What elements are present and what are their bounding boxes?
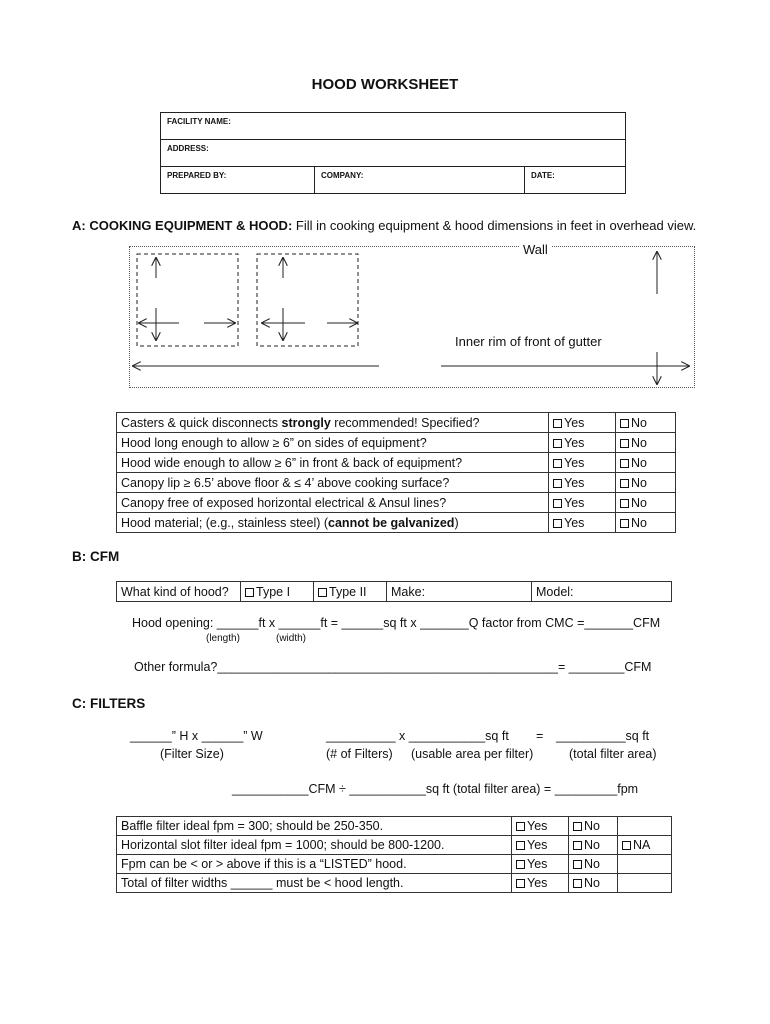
yes-label: Yes bbox=[564, 435, 585, 450]
no-label: No bbox=[631, 455, 647, 470]
yes-checkbox[interactable] bbox=[553, 499, 562, 508]
no-checkbox[interactable] bbox=[573, 879, 582, 888]
filter-row bbox=[117, 817, 672, 836]
yes-checkbox[interactable] bbox=[553, 439, 562, 448]
empty-cell bbox=[618, 855, 672, 874]
total-area-line: __________sq ft bbox=[556, 729, 650, 743]
empty-cell bbox=[618, 874, 672, 893]
filter-questions-table bbox=[116, 816, 672, 893]
no-label: No bbox=[584, 819, 600, 833]
yes-checkbox[interactable] bbox=[516, 879, 525, 888]
facility-info-table bbox=[160, 112, 626, 194]
yes-label: Yes bbox=[564, 475, 585, 490]
type-1-checkbox[interactable] bbox=[245, 588, 254, 597]
yes-checkbox[interactable] bbox=[553, 459, 562, 468]
question-text-part: Hood material; (e.g., stainless steel) ( bbox=[121, 515, 329, 530]
filter-row bbox=[117, 874, 672, 893]
make-label: Make: bbox=[391, 584, 426, 599]
yes-option[interactable] bbox=[512, 874, 569, 893]
no-option[interactable] bbox=[616, 413, 676, 433]
facility-name-label: FACILITY NAME: bbox=[167, 117, 231, 126]
no-checkbox[interactable] bbox=[620, 459, 629, 468]
page-title: HOOD WORKSHEET bbox=[311, 76, 459, 93]
fpm-formula: ___________CFM ÷ ___________sq ft (total filter area) = _________fpm bbox=[232, 782, 639, 796]
filter-question-text: Fpm can be < or > above if this is a “LISTED” hood. bbox=[117, 855, 512, 874]
no-option[interactable] bbox=[616, 453, 676, 473]
yes-option[interactable] bbox=[549, 493, 616, 513]
no-label: No bbox=[584, 857, 600, 871]
length-caption: (length) bbox=[206, 633, 240, 644]
filter-row bbox=[117, 836, 672, 855]
filter-question-text: Baffle filter ideal fpm = 300; should be 250-350. bbox=[117, 817, 512, 836]
type-2-checkbox[interactable] bbox=[318, 588, 327, 597]
type-1-label: Type I bbox=[256, 584, 291, 599]
no-option[interactable] bbox=[569, 817, 618, 836]
no-label: No bbox=[631, 475, 647, 490]
yes-label: Yes bbox=[527, 876, 548, 890]
yes-option[interactable] bbox=[512, 836, 569, 855]
question-text-part: ) bbox=[454, 515, 459, 530]
question-text-emphasis: cannot be galvanized bbox=[328, 515, 455, 530]
hood-opening-formula: Hood opening: ______ft x ______ft = ______sq ft x _______Q factor from CMC =_______CFM bbox=[132, 616, 661, 630]
question-text-part: recommended! Specified? bbox=[330, 415, 480, 430]
model-label: Model: bbox=[536, 584, 574, 599]
date-label: DATE: bbox=[531, 171, 555, 180]
yes-checkbox[interactable] bbox=[553, 419, 562, 428]
other-formula-line: Other formula?_________________________________________________= ________CFM bbox=[134, 660, 652, 674]
na-checkbox[interactable] bbox=[622, 841, 631, 850]
filter-count-caption: (# of Filters) bbox=[326, 747, 393, 761]
no-label: No bbox=[631, 415, 647, 430]
yes-checkbox[interactable] bbox=[553, 479, 562, 488]
section-a-instruction: Fill in cooking equipment & hood dimensions in feet in overhead view. bbox=[292, 218, 697, 233]
no-option[interactable] bbox=[616, 493, 676, 513]
no-option[interactable] bbox=[616, 513, 676, 533]
no-checkbox[interactable] bbox=[573, 860, 582, 869]
equipment-box-2 bbox=[257, 254, 358, 346]
yes-label: Yes bbox=[527, 838, 548, 852]
section-a-title: A: COOKING EQUIPMENT & HOOD: bbox=[72, 218, 293, 233]
type-1-option[interactable] bbox=[241, 582, 314, 602]
no-label: No bbox=[584, 876, 600, 890]
question-text bbox=[117, 453, 549, 473]
yes-option[interactable] bbox=[512, 855, 569, 874]
question-text-part: Canopy lip ≥ 6.5’ above floor & ≤ 4’ above cooking surface? bbox=[121, 475, 450, 490]
section-a-heading bbox=[72, 218, 696, 233]
filter-size-line: ______” H x ______” W bbox=[130, 729, 263, 743]
question-text-part: Casters & quick disconnects bbox=[121, 415, 282, 430]
question-text bbox=[117, 493, 549, 513]
total-area-caption: (total filter area) bbox=[569, 747, 657, 761]
no-checkbox[interactable] bbox=[620, 479, 629, 488]
address-field[interactable] bbox=[161, 140, 626, 167]
yes-option[interactable] bbox=[549, 473, 616, 493]
prepared-by-label: PREPARED BY: bbox=[167, 171, 227, 180]
no-checkbox[interactable] bbox=[620, 519, 629, 528]
hood-kind-label: What kind of hood? bbox=[117, 582, 241, 602]
section-b-heading: B: CFM bbox=[72, 549, 120, 564]
equals-sign: = bbox=[536, 729, 544, 743]
usable-area-caption: (usable area per filter) bbox=[411, 747, 534, 761]
yes-option[interactable] bbox=[549, 453, 616, 473]
hood-type-table bbox=[116, 581, 672, 602]
question-row bbox=[117, 493, 676, 513]
question-row bbox=[117, 433, 676, 453]
filter-count-line: __________ x ___________sq ft bbox=[326, 729, 509, 743]
prepared-by-field[interactable] bbox=[161, 167, 315, 194]
yes-label: Yes bbox=[564, 455, 585, 470]
no-label: No bbox=[584, 838, 600, 852]
overhead-diagram-drawing bbox=[129, 246, 695, 388]
no-checkbox[interactable] bbox=[620, 419, 629, 428]
model-field[interactable] bbox=[532, 582, 672, 602]
filter-row bbox=[117, 855, 672, 874]
question-text bbox=[117, 413, 549, 433]
filter-size-caption: (Filter Size) bbox=[160, 747, 224, 761]
filter-question-text: Total of filter widths ______ must be < hood length. bbox=[117, 874, 512, 893]
no-option[interactable] bbox=[569, 855, 618, 874]
yes-option[interactable] bbox=[549, 513, 616, 533]
yes-label: Yes bbox=[564, 515, 585, 530]
width-caption: (width) bbox=[276, 633, 307, 644]
yes-checkbox[interactable] bbox=[516, 841, 525, 850]
make-field[interactable] bbox=[387, 582, 532, 602]
type-2-option[interactable] bbox=[314, 582, 387, 602]
yes-option[interactable] bbox=[549, 433, 616, 453]
question-text-part: Hood wide enough to allow ≥ 6” in front & back of equipment? bbox=[121, 455, 463, 470]
no-label: No bbox=[631, 435, 647, 450]
question-text bbox=[117, 513, 549, 533]
na-option[interactable] bbox=[618, 836, 672, 855]
no-option[interactable] bbox=[616, 433, 676, 453]
filter-question-text: Horizontal slot filter ideal fpm = 1000; should be 800-1200. bbox=[117, 836, 512, 855]
yes-option[interactable] bbox=[549, 413, 616, 433]
yes-checkbox[interactable] bbox=[553, 519, 562, 528]
yes-label: Yes bbox=[527, 857, 548, 871]
question-text-part: Canopy free of exposed horizontal electrical & Ansul lines? bbox=[121, 495, 447, 510]
date-field[interactable] bbox=[525, 167, 626, 194]
yes-label: Yes bbox=[564, 495, 585, 510]
wall-label: Wall bbox=[520, 242, 551, 257]
no-option[interactable] bbox=[569, 874, 618, 893]
question-text-emphasis: strongly bbox=[281, 415, 331, 430]
company-label: COMPANY: bbox=[321, 171, 364, 180]
no-label: No bbox=[631, 495, 647, 510]
no-checkbox[interactable] bbox=[620, 499, 629, 508]
no-option[interactable] bbox=[569, 836, 618, 855]
na-label: NA bbox=[633, 838, 651, 852]
gutter-label: Inner rim of front of gutter bbox=[455, 334, 602, 349]
yes-checkbox[interactable] bbox=[516, 860, 525, 869]
question-text-part: Hood long enough to allow ≥ 6” on sides of equipment? bbox=[121, 435, 427, 450]
company-field[interactable] bbox=[315, 167, 525, 194]
facility-name-field[interactable] bbox=[161, 113, 626, 140]
question-text bbox=[117, 433, 549, 453]
no-option[interactable] bbox=[616, 473, 676, 493]
question-row bbox=[117, 473, 676, 493]
yes-option[interactable] bbox=[512, 817, 569, 836]
type-2-label: Type II bbox=[329, 584, 367, 599]
equipment-box-1 bbox=[137, 254, 238, 346]
no-checkbox[interactable] bbox=[620, 439, 629, 448]
yes-checkbox[interactable] bbox=[516, 822, 525, 831]
no-checkbox[interactable] bbox=[573, 841, 582, 850]
question-row bbox=[117, 513, 676, 533]
question-text bbox=[117, 473, 549, 493]
empty-cell bbox=[618, 817, 672, 836]
no-checkbox[interactable] bbox=[573, 822, 582, 831]
yes-label: Yes bbox=[564, 415, 585, 430]
section-c-heading: C: FILTERS bbox=[72, 696, 146, 711]
address-label: ADDRESS: bbox=[167, 144, 209, 153]
equipment-questions-table bbox=[116, 412, 676, 533]
yes-label: Yes bbox=[527, 819, 548, 833]
question-row bbox=[117, 453, 676, 473]
no-label: No bbox=[631, 515, 647, 530]
question-row bbox=[117, 413, 676, 433]
